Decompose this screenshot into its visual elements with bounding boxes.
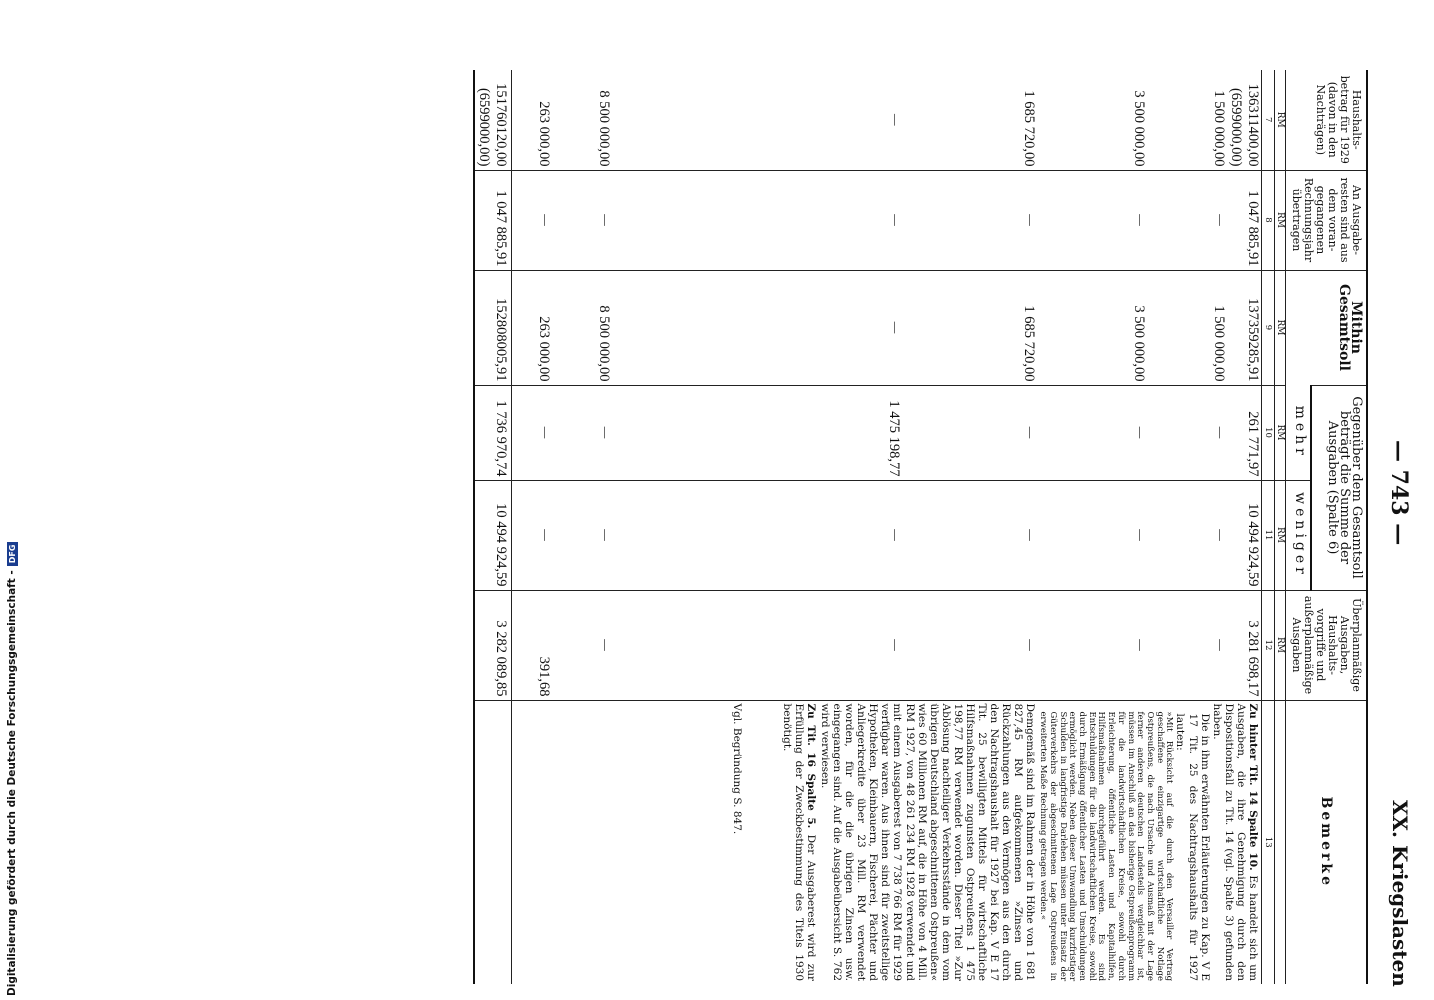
col-number: 12: [1262, 590, 1275, 700]
col12-header: Überplanmäßige Ausgaben, Haushalts-vorgriffe und außerplanmäßige Ausgaben: [1286, 590, 1368, 700]
cell-c9: 263 000,00: [512, 270, 552, 385]
col-number: 11: [1262, 480, 1275, 590]
cell-c12: 3 281 698,17: [1227, 590, 1262, 700]
remark-1-cont: Die in ihm erwähnten Erläuterungen zu Kap. V E 17 Tit. 25 des Nachtragshaushalts für 1927 lauten:: [1174, 713, 1211, 982]
cell-c9: 137359285,91: [1227, 270, 1262, 385]
cell-c9: 1 500 000,00: [1147, 270, 1227, 385]
unit-row: [1275, 70, 1286, 984]
cell-c12: —: [1037, 590, 1147, 700]
cell-c7: 136311400,00 (6599000,00): [1228, 83, 1261, 167]
cell-c12: —: [1147, 590, 1227, 700]
budget-table: [474, 70, 1369, 984]
col-number: 10: [1262, 385, 1275, 480]
cell-c8: —: [1147, 170, 1227, 270]
total-c11: 10 494 924,59: [475, 480, 513, 590]
col9-header: Mithin Gesamtsoll: [1286, 270, 1368, 385]
total-c7: 151760120,00 (6599000,00): [475, 70, 513, 170]
chapter-title: XX. Kriegslasten: [1388, 800, 1412, 987]
unit-label-empty: [1275, 700, 1286, 984]
unit-label: RM: [1275, 270, 1286, 385]
cell-c11: 10 494 924,59: [1227, 480, 1262, 590]
cell-c11: —: [612, 480, 902, 590]
unit-label: RM: [1275, 480, 1286, 590]
cell-c10: —: [902, 385, 1037, 480]
unit-label: RM: [1275, 70, 1286, 170]
dfg-logo-badge: DFG: [7, 542, 18, 567]
cell-c7: 8 500 000,00: [596, 90, 612, 167]
cell-c10: —: [552, 385, 612, 480]
cell-c9: 1 685 720,00: [902, 270, 1037, 385]
col-number: 13: [1262, 700, 1275, 984]
table-row: [1227, 70, 1262, 984]
cell-c7: 3 500 000,00: [1131, 90, 1147, 167]
cell-c8: 1 047 885,91: [1227, 170, 1262, 270]
total-c12: 3 282 089,85: [475, 590, 513, 700]
page-number: — 743 —: [1386, 440, 1412, 546]
cell-c12: —: [612, 590, 902, 700]
col-number: 8: [1262, 170, 1275, 270]
col7-header: Haushalts-betrag für 1929 (davon in den Nachträgen): [1286, 70, 1368, 170]
remark-2: Zu Tit. 16 Spalte 5. Der Ausgaberest wird zur Erfüllung der Zweckbestimmung des Titels 1930 benötigt.: [780, 703, 817, 982]
cell-c8: —: [1037, 170, 1147, 270]
unit-label: RM: [1275, 170, 1286, 270]
cell-c9: 8 500 000,00: [552, 270, 612, 385]
col-number: 9: [1262, 270, 1275, 385]
unit-label: RM: [1275, 385, 1286, 480]
cell-c9: 3 500 000,00: [1037, 270, 1147, 385]
cell-c11: —: [1147, 480, 1227, 590]
cell-c10: —: [1037, 385, 1147, 480]
cell-c12: —: [902, 590, 1037, 700]
cell-c10: 261 771,97: [1227, 385, 1262, 480]
header-row: [1311, 70, 1367, 984]
total-c8: 1 047 885,91: [475, 170, 513, 270]
cell-c11: —: [512, 480, 552, 590]
cell-c7: 1 685 720,00: [1021, 90, 1037, 167]
cell-c12: 391,68: [512, 590, 552, 700]
remarks-cell: [512, 700, 1262, 984]
remark-3: Vgl. Begründung S. 847.: [730, 703, 743, 835]
cell-c8: —: [512, 170, 552, 270]
remark-1-after: Demgemäß sind im Rahmen der in Höhe von 1 681 827,45 RM aufgekommenen »Zinsen und Rückzahlungen aus den Vermögen aus den durch den Nachtragshaushalt für 1927 bei Kap. V E 17 Tit. 25 bewilligten Mittels für wirtschaftliche Hilfsmaßnahmen zugunsten Ostpreußens 1 475 198,77 RM verwendet worden. Dieser Titel »Zur Ablösung nachteiliger Verkehrsstände in dem vom übrigen Deutschland abgeschnittenen Ostpreußen« wies 60 Millionen RM auf, die in Höhe von 4 Mill. RM 1927, von 48 261 234 RM 1928 verwendet und mit einem Ausgaberest von 7 738 766 RM für 1929 verfügbar waren. Aus ihnen sind für zweitstellige Hypotheken, Kleinbauern, Fischerei, Pächter und Anliegerkredite über 23 Mill. RM verwendet worden, für die die übrigen Zinsen usw. eingegangen sind. Auf die Ausgabeübersicht S. 762 wird verwiesen.: [818, 703, 1037, 982]
cell-c8: —: [552, 170, 612, 270]
cell-c12: —: [552, 590, 612, 700]
cell-c11: —: [1037, 480, 1147, 590]
col13-header: Bemerke: [1286, 700, 1368, 984]
cell-c10: 1 475 198,77: [612, 385, 902, 480]
unit-label: RM: [1275, 590, 1286, 700]
group-header: Gegenüber dem Gesamtsoll beträgt die Summe der Ausgaben (Spalte 6): [1311, 385, 1367, 590]
cell-c7: 263 000,00: [536, 101, 552, 167]
cell-c7: —: [887, 113, 902, 127]
remark-1-quote: »Mit Rücksicht auf die durch den Versailler Vertrag geschaffene einzigartige wirtschaftliche Notlage Ostpreußens, die nach Ursache und Ausmaß mit der Lage ferner anderen deutschen Landesteils vergleichbar ist, müssen im Anschluß an das bisherige Ostpreußenprogramm für die landwirtschaftlichen Kreise, sowohl durch Erleichterung, öffentliche Lasten und Kapitalhilfen, Hilfsmaßnahmen durchgeführt werden. Es sind Entschuldungen für die landwirtschaftlichen Kreise, sowohl durch Ermäßigung öffentlicher Lasten und Umschuldungen ermöglicht werden. Neben dieser Umwandlung kurzfristiger Schulden in langfristige Darlehen müssen unter Einsatz der Güterverkehrs der abgeschnittenen Lage Ostpreußens in erweiterten Maße Rechnung getragen werden.«: [1038, 711, 1175, 982]
col-number: 7: [1262, 70, 1275, 170]
cell-c8: —: [902, 170, 1037, 270]
remark-1: Zu hinter Tit. 14 Spalte 10. Es handelt sich um Ausgaben, die ihre Genehmigung durch den Dispositionsfall zu Tit. 14 (vgl. Spalte 3) gefunden haben.: [1210, 703, 1259, 982]
footer-text: Digitalisierung gefördert durch die Deutsche Forschungsgemeinschaft -: [6, 570, 18, 996]
cell-c9: —: [612, 270, 902, 385]
column-number-row: [1262, 70, 1275, 984]
cell-c8: —: [612, 170, 902, 270]
col8-header: An Ausgabe-resten sind aus dem voran-gegangenen Rechnungsjahr übertragen: [1286, 170, 1368, 270]
cell-c10: —: [1147, 385, 1227, 480]
col10-header: mehr: [1286, 385, 1312, 480]
total-c9: 152808005,91: [475, 270, 513, 385]
total-c13-empty: [475, 700, 513, 984]
cell-c7: 1 500 000,00: [1211, 90, 1227, 167]
total-row: [475, 70, 513, 984]
cell-c10: —: [512, 385, 552, 480]
total-c10: 1 736 970,74: [475, 385, 513, 480]
col11-header: weniger: [1286, 480, 1312, 590]
cell-c11: —: [902, 480, 1037, 590]
cell-c11: —: [552, 480, 612, 590]
